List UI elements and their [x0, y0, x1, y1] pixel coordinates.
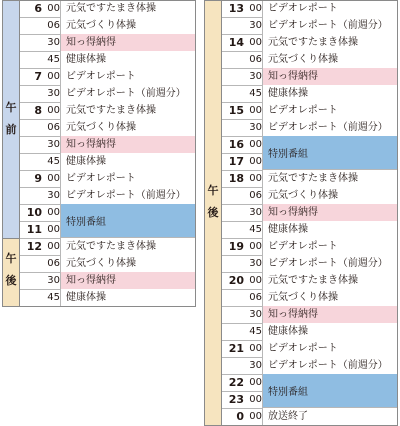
hour-cell: 18 [228, 172, 244, 185]
program-cell: 健康体操 [60, 289, 196, 306]
table-row [222, 119, 398, 137]
program-cell: 元気ですたまき体操 [60, 238, 196, 255]
program-cell: ビデオレポート [262, 102, 398, 119]
minute-cell: 00 [47, 207, 60, 218]
minute-cell: 06 [47, 122, 60, 133]
period-label-am-1: 前 [5, 123, 17, 136]
minute-cell: 45 [249, 88, 262, 99]
table-row [20, 34, 196, 52]
table-row [20, 102, 196, 120]
minute-cell: 30 [249, 258, 262, 269]
program-cell: 元気づくり体操 [262, 289, 398, 306]
minute-cell: 00 [249, 275, 262, 286]
table-row [20, 153, 196, 171]
table-row [222, 340, 398, 358]
hour-cell: 8 [34, 104, 42, 117]
hour-cell: 22 [228, 376, 244, 389]
minute-cell: 00 [249, 139, 262, 150]
minute-cell: 45 [249, 224, 262, 235]
program-cell: ビデオレポート（前週分） [262, 357, 398, 374]
hour-cell: 19 [228, 240, 244, 253]
program-cell: ビデオレポート（前週分） [60, 85, 196, 102]
minute-cell: 30 [249, 71, 262, 82]
hour-cell: 6 [34, 2, 42, 15]
program-cell: ビデオレポート [262, 340, 398, 357]
period-pm [2, 238, 20, 307]
minute-cell: 06 [249, 292, 262, 303]
table-row [222, 357, 398, 375]
table-row [20, 170, 196, 188]
special-program-block: 特別番組 [60, 204, 196, 238]
table-row [20, 51, 196, 69]
table-row [20, 136, 196, 154]
hour-cell: 13 [228, 2, 244, 15]
minute-cell: 30 [47, 139, 60, 150]
program-cell: 元気ですたまき体操 [60, 102, 196, 119]
column-divider [262, 0, 263, 425]
program-cell: 知っ得納得 [60, 34, 196, 51]
table-row [222, 272, 398, 290]
minute-cell: 06 [47, 20, 60, 31]
minute-cell: 06 [249, 190, 262, 201]
program-cell: 健康体操 [262, 323, 398, 340]
minute-cell: 30 [249, 207, 262, 218]
hour-cell: 15 [228, 104, 244, 117]
table-row [222, 102, 398, 120]
table-row [222, 187, 398, 205]
hour-cell: 11 [26, 223, 42, 236]
program-cell: ビデオレポート [262, 238, 398, 255]
table-row [20, 187, 196, 205]
table-row [222, 289, 398, 307]
minute-cell: 00 [47, 71, 60, 82]
table-row [20, 272, 196, 290]
minute-cell: 00 [47, 224, 60, 235]
program-cell: 元気づくり体操 [262, 51, 398, 68]
minute-cell: 30 [249, 360, 262, 371]
hour-cell: 23 [228, 393, 244, 406]
table-row [20, 255, 196, 273]
program-cell: 元気ですたまき体操 [262, 272, 398, 289]
table-row [20, 289, 196, 307]
minute-cell: 30 [47, 190, 60, 201]
table-row [20, 68, 196, 86]
table-row [20, 119, 196, 137]
program-cell: ビデオレポート [60, 170, 196, 187]
minute-cell: 00 [47, 173, 60, 184]
table-row [222, 34, 398, 52]
special-program-block: 特別番組 [262, 374, 398, 408]
program-cell: 元気ですたまき体操 [262, 34, 398, 51]
table-row [222, 255, 398, 273]
minute-cell: 00 [47, 105, 60, 116]
program-cell: ビデオレポート（前週分） [60, 187, 196, 204]
program-cell: 知っ得納得 [262, 306, 398, 323]
schedule-table-left [2, 0, 196, 307]
program-cell: ビデオレポート（前週分） [262, 255, 398, 272]
table-row [222, 170, 398, 188]
table-row [222, 306, 398, 324]
minute-cell: 00 [249, 343, 262, 354]
minute-cell: 00 [249, 37, 262, 48]
minute-cell: 30 [249, 122, 262, 133]
minute-cell: 00 [47, 241, 60, 252]
program-cell: 元気づくり体操 [60, 17, 196, 34]
special-program-block: 特別番組 [262, 136, 398, 170]
minute-cell: 45 [47, 156, 60, 167]
program-cell: 元気づくり体操 [60, 119, 196, 136]
program-cell: 元気ですたまき体操 [60, 0, 196, 17]
period-label-pm-1: 後 [5, 274, 17, 287]
minute-cell: 30 [249, 20, 262, 31]
minute-cell: 45 [249, 326, 262, 337]
table-row [20, 85, 196, 103]
table-row [222, 323, 398, 341]
program-cell: ビデオレポート（前週分） [262, 119, 398, 136]
program-cell: 健康体操 [60, 51, 196, 68]
period-label-pm-1: 後 [207, 206, 219, 219]
program-cell: ビデオレポート [60, 68, 196, 85]
program-cell: 知っ得納得 [262, 68, 398, 85]
table-row [222, 0, 398, 18]
table-row [20, 0, 196, 18]
period-am [2, 0, 20, 239]
minute-cell: 00 [249, 3, 262, 14]
program-cell: 放送終了 [262, 408, 398, 425]
minute-cell: 30 [47, 275, 60, 286]
column-divider [60, 0, 61, 306]
hour-cell: 21 [228, 342, 244, 355]
minute-cell: 06 [249, 54, 262, 65]
table-row [222, 204, 398, 222]
period-pm [204, 0, 222, 426]
program-cell: 健康体操 [60, 153, 196, 170]
minute-cell: 30 [47, 37, 60, 48]
minute-cell: 00 [47, 3, 60, 14]
table-row [222, 17, 398, 35]
hour-cell: 12 [26, 240, 42, 253]
program-cell: ビデオレポート（前週分） [262, 17, 398, 34]
program-cell: 知っ得納得 [60, 136, 196, 153]
table-row [222, 68, 398, 86]
period-label-pm-0: 午 [207, 184, 219, 197]
period-label-pm-0: 午 [5, 252, 17, 265]
hour-cell: 0 [236, 410, 244, 423]
minute-cell: 45 [47, 292, 60, 303]
minute-cell: 00 [249, 156, 262, 167]
table-row [222, 238, 398, 256]
hour-cell: 16 [228, 138, 244, 151]
minute-cell: 30 [47, 88, 60, 99]
table-row [222, 51, 398, 69]
program-cell: ビデオレポート [262, 0, 398, 17]
period-label-am-0: 午 [5, 101, 17, 114]
minute-cell: 00 [249, 173, 262, 184]
table-row [20, 17, 196, 35]
hour-cell: 10 [26, 206, 42, 219]
program-cell: 知っ得納得 [262, 204, 398, 221]
minute-cell: 00 [249, 241, 262, 252]
hour-cell: 20 [228, 274, 244, 287]
minute-cell: 00 [249, 377, 262, 388]
table-row [222, 85, 398, 103]
schedule-table-right [204, 0, 398, 426]
program-cell: 健康体操 [262, 85, 398, 102]
hour-cell: 17 [228, 155, 244, 168]
program-cell: 健康体操 [262, 221, 398, 238]
table-row [222, 221, 398, 239]
minute-cell: 30 [249, 309, 262, 320]
minute-cell: 00 [249, 105, 262, 116]
hour-cell: 14 [228, 36, 244, 49]
program-cell: 元気ですたまき体操 [262, 170, 398, 187]
program-cell: 元気づくり体操 [262, 187, 398, 204]
minute-cell: 06 [47, 258, 60, 269]
program-cell: 知っ得納得 [60, 272, 196, 289]
hour-cell: 7 [34, 70, 42, 83]
minute-cell: 45 [47, 54, 60, 65]
minute-cell: 00 [249, 394, 262, 405]
table-row [222, 408, 398, 426]
hour-cell: 9 [34, 172, 42, 185]
program-cell: 元気づくり体操 [60, 255, 196, 272]
table-row [20, 238, 196, 256]
minute-cell: 00 [249, 411, 262, 422]
